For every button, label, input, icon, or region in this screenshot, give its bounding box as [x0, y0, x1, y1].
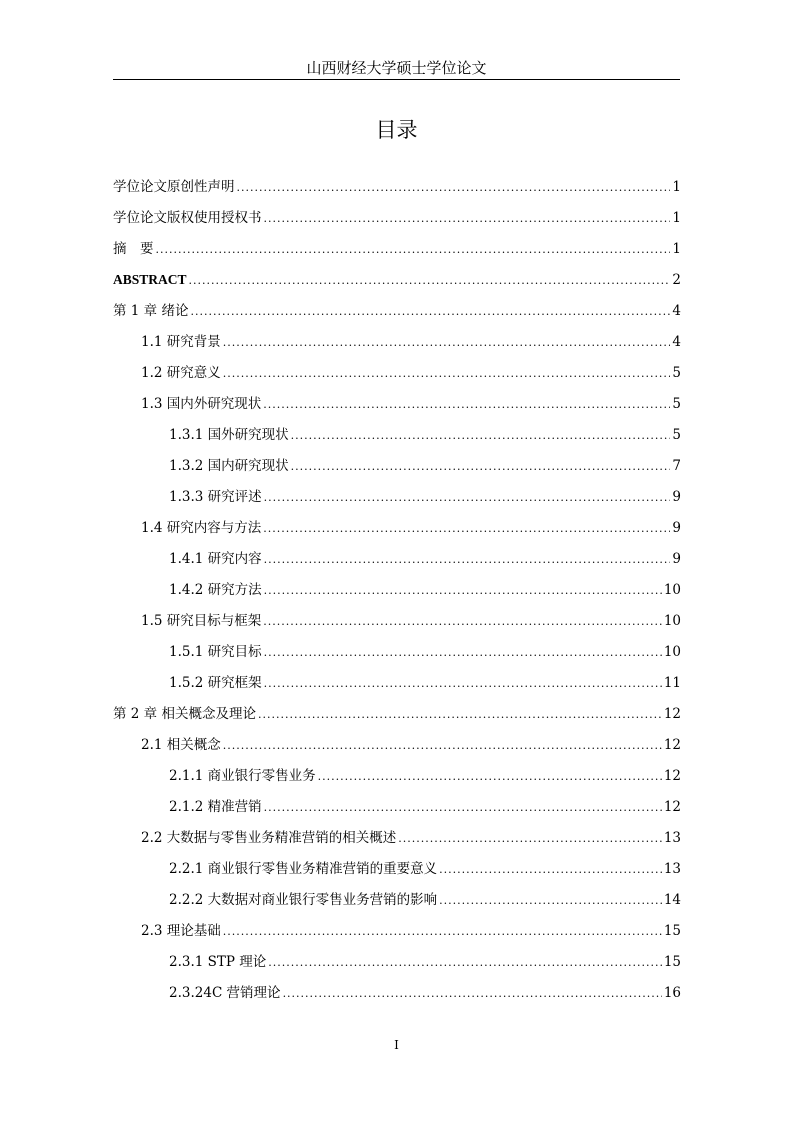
dot-leader	[283, 981, 662, 1007]
toc-entry-label: 1.5.2 研究框架	[169, 675, 262, 691]
toc-entry-label: 2.1.2 精准营销	[169, 799, 262, 815]
dot-leader	[439, 888, 662, 914]
dot-leader	[318, 764, 662, 790]
toc-entry-label: 摘 要	[113, 241, 154, 257]
toc-entry-label: 1.3 国内外研究现状	[141, 396, 262, 412]
toc-entry-label: 学位论文版权使用授权书	[113, 210, 262, 226]
toc-entry-page: 10	[663, 613, 681, 629]
toc-entry[interactable]	[113, 949, 681, 980]
dot-leader	[190, 299, 670, 325]
toc-entry-label: 1.3.3 研究评述	[169, 489, 262, 505]
toc-entry[interactable]	[113, 267, 681, 298]
toc-entry-label: 1.4.2 研究方法	[169, 582, 262, 598]
toc-entry-label: 1.3.2 国内研究现状	[169, 458, 289, 474]
toc-entry-page: 5	[672, 365, 681, 381]
toc-entry[interactable]	[113, 608, 681, 639]
dot-leader	[223, 919, 662, 945]
toc-entry-page: 12	[663, 768, 681, 784]
toc-entry-page: 13	[663, 830, 681, 846]
toc-entry-label: 2.2 大数据与零售业务精准营销的相关概述	[141, 830, 397, 846]
table-of-contents	[113, 174, 681, 1011]
toc-entry-label: 第 2 章 相关概念及理论	[113, 706, 256, 722]
dot-leader	[439, 857, 662, 883]
dot-leader	[264, 795, 662, 821]
dot-leader	[223, 330, 671, 356]
toc-entry-page: 2	[672, 272, 681, 288]
dot-leader	[223, 361, 671, 387]
toc-entry-page: 9	[672, 520, 681, 536]
toc-entry-label: 1.4.1 研究内容	[169, 551, 262, 567]
toc-entry-page: 1	[672, 241, 681, 257]
toc-entry[interactable]	[113, 918, 681, 949]
dot-leader	[156, 237, 671, 263]
toc-entry-page: 1	[672, 179, 681, 195]
toc-entry-page: 12	[663, 799, 681, 815]
toc-entry[interactable]	[113, 546, 681, 577]
toc-entry-page: 14	[663, 892, 681, 908]
dot-leader	[291, 454, 671, 480]
toc-entry-label: 2.3.24C 营销理论	[169, 985, 281, 1001]
toc-entry-label: ABSTRACT	[113, 272, 187, 287]
toc-entry[interactable]	[113, 763, 681, 794]
dot-leader	[264, 206, 671, 232]
toc-entry-page: 12	[663, 706, 681, 722]
toc-entry-label: 1.4 研究内容与方法	[141, 520, 262, 536]
toc-entry-page: 5	[672, 427, 681, 443]
toc-entry[interactable]	[113, 236, 681, 267]
toc-entry-label: 2.1.1 商业银行零售业务	[169, 768, 316, 784]
dot-leader	[223, 733, 662, 759]
toc-entry[interactable]	[113, 329, 681, 360]
toc-entry-page: 4	[672, 303, 681, 319]
toc-entry[interactable]	[113, 856, 681, 887]
toc-entry-page: 11	[663, 675, 681, 691]
toc-entry-page: 1	[672, 210, 681, 226]
dot-leader	[263, 516, 670, 542]
toc-heading: 目录	[375, 118, 418, 142]
toc-entry[interactable]	[113, 794, 681, 825]
toc-entry-page: 16	[663, 985, 681, 1001]
toc-entry-page: 9	[672, 489, 681, 505]
toc-entry[interactable]	[113, 577, 681, 608]
toc-entry-page: 10	[663, 644, 681, 660]
toc-entry-label: 1.5.1 研究目标	[169, 644, 262, 660]
toc-entry-label: 2.3 理论基础	[141, 923, 221, 939]
toc-entry[interactable]	[113, 422, 681, 453]
toc-entry-page: 12	[663, 737, 681, 753]
dot-leader	[258, 702, 662, 728]
dot-leader	[237, 175, 671, 201]
toc-entry-page: 15	[663, 954, 681, 970]
dot-leader	[268, 950, 662, 976]
toc-entry-page: 9	[672, 551, 681, 567]
toc-entry-label: 2.2.2 大数据对商业银行零售业务营销的影响	[169, 892, 438, 908]
toc-entry[interactable]	[113, 639, 681, 670]
toc-entry-page: 10	[663, 582, 681, 598]
dot-leader	[189, 268, 671, 294]
toc-entry-label: 1.1 研究背景	[141, 334, 221, 350]
toc-entry-label: 第 1 章 绪论	[113, 303, 189, 319]
dot-leader	[291, 423, 671, 449]
toc-entry-page: 13	[663, 861, 681, 877]
toc-entry-page: 4	[672, 334, 681, 350]
toc-entry[interactable]	[113, 298, 681, 329]
toc-entry-page: 15	[663, 923, 681, 939]
dot-leader	[264, 485, 671, 511]
dot-leader	[264, 547, 671, 573]
dot-leader	[264, 671, 662, 697]
page-number: I	[394, 1038, 399, 1052]
toc-entry-label: 1.3.1 国外研究现状	[169, 427, 289, 443]
running-header: 山西财经大学硕士学位论文	[306, 59, 487, 77]
toc-entry[interactable]	[113, 484, 681, 515]
dot-leader	[263, 609, 662, 635]
toc-entry-label: 1.5 研究目标与框架	[141, 613, 262, 629]
toc-entry-page: 5	[672, 396, 681, 412]
toc-entry[interactable]	[113, 670, 681, 701]
toc-entry-page: 7	[672, 458, 681, 474]
toc-entry[interactable]	[113, 205, 681, 236]
toc-entry-label: 2.3.1 STP 理论	[169, 954, 267, 970]
toc-entry-label: 2.1 相关概念	[141, 737, 221, 753]
toc-entry-label: 2.2.1 商业银行零售业务精准营销的重要意义	[169, 861, 438, 877]
toc-entry[interactable]	[113, 391, 681, 422]
toc-entry[interactable]	[113, 174, 681, 205]
toc-entry[interactable]	[113, 980, 681, 1011]
dot-leader	[263, 392, 670, 418]
toc-entry-label: 学位论文原创性声明	[113, 179, 235, 195]
dot-leader	[264, 578, 662, 604]
dot-leader	[264, 640, 662, 666]
toc-entry[interactable]	[113, 453, 681, 484]
dot-leader	[398, 826, 662, 852]
toc-entry[interactable]	[113, 701, 681, 732]
toc-entry-label: 1.2 研究意义	[141, 365, 221, 381]
toc-entry[interactable]	[113, 825, 681, 856]
toc-entry[interactable]	[113, 732, 681, 763]
toc-entry[interactable]	[113, 887, 681, 918]
header-divider	[113, 79, 680, 80]
toc-entry[interactable]	[113, 360, 681, 391]
toc-entry[interactable]	[113, 515, 681, 546]
